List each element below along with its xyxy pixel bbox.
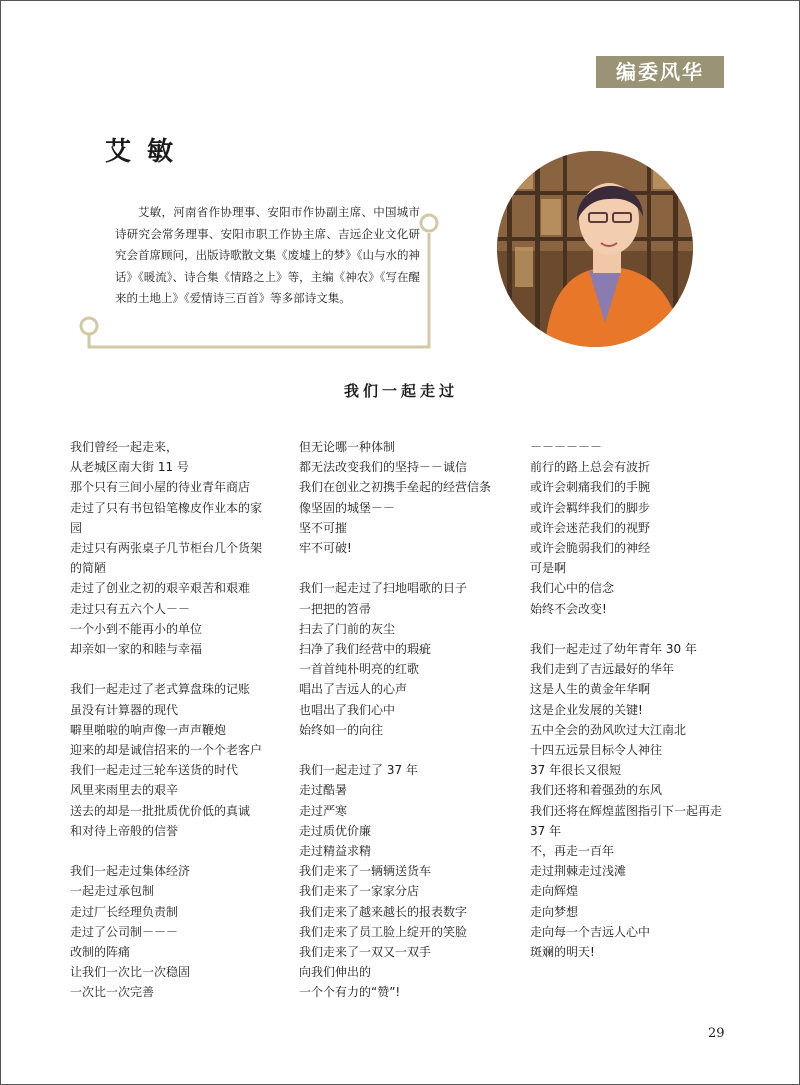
poem-line: 虽没有计算器的现代	[70, 702, 179, 717]
poem-line: 走过质优价廉	[299, 823, 372, 838]
poem-line: 也唱出了我们心中	[299, 702, 396, 717]
poem-line: 我们一起走过了老式算盘珠的记账	[70, 682, 251, 697]
poem-line: 一把把的笤帚	[299, 601, 372, 616]
poem-line: 或许会脆弱我们的神经	[530, 541, 651, 556]
poem-line: 走向梦想	[530, 904, 579, 919]
stanza-break	[299, 558, 521, 578]
poem-line: 都无法改变我们的坚持－－诚信	[299, 460, 468, 475]
poem-line: 我们一起走过了 37 年	[299, 763, 418, 778]
poem-line: 一首首纯朴明亮的红歌	[299, 662, 420, 677]
stanza-break	[530, 619, 748, 639]
poem-line: 像坚固的城堡－－	[299, 500, 396, 515]
poem-line: 一次比一次完善	[70, 985, 155, 1000]
poem-line: 风里来雨里去的艰辛	[70, 783, 179, 798]
poem-line: 那个只有三间小屋的待业青年商店	[70, 480, 251, 495]
poem-line: 我们曾经一起走来，	[70, 440, 179, 454]
poem-line: 一个小到不能再小的单位	[70, 621, 203, 636]
poem-line: 始终不会改变!	[530, 601, 607, 616]
poem-line: 走过了创业之初的艰辛艰苦和艰难	[70, 581, 251, 596]
poem-line: 走过只有五六个人－－	[70, 601, 191, 616]
poem-line: 五中全会的劲风吹过大江南北	[530, 722, 687, 737]
poem-line: 前行的路上总会有波折	[530, 460, 651, 475]
poem-line: 牢不可破!	[299, 541, 352, 556]
poem-line: 斑斓的明天!	[530, 945, 595, 960]
poem-line: 我们走来了一辆辆送货车	[299, 864, 432, 879]
stanza-break	[70, 841, 290, 861]
poem-column-1	[70, 437, 290, 1003]
poem-line: 迎来的却是诚信招来的一个个老客户	[70, 743, 263, 758]
poem-line: 十四五远景目标令人神往	[530, 743, 663, 758]
poem-title: 我们一起走过	[343, 382, 458, 400]
poem-line: 走过荆棘走过浅滩	[530, 864, 627, 879]
poem-line: 坚不可摧	[299, 520, 348, 535]
poem-line: 我们还将和着强劲的东风	[530, 783, 663, 798]
poem-line: 走向每一个吉远人心中	[530, 924, 651, 939]
poem-line: 37 年	[530, 823, 562, 838]
poem-line: 从老城区南大街 11 号	[70, 460, 189, 475]
poem-line: 这是企业发展的关键!	[530, 702, 643, 717]
poem-line: 我们走来了越来越长的报表数字	[299, 904, 468, 919]
poem-line: 不，再走一百年	[530, 844, 615, 859]
poem-line: 我们还将在辉煌蓝图指引下一起再走	[530, 803, 723, 818]
poem-line: 或许会羁绊我们的脚步	[530, 500, 651, 515]
poem-line: 或许会刺痛我们的手腕	[530, 480, 651, 495]
poem-line: 和对待上帝般的信誉	[70, 823, 179, 838]
poem-line: 唱出了吉远人的心声	[299, 682, 408, 697]
poem-line: 我们走来了员工脸上绽开的笑脸	[299, 924, 468, 939]
stanza-break	[70, 659, 290, 679]
poem-line: 走向辉煌	[530, 884, 579, 899]
poem-line: 走过了公司制－－－	[70, 924, 179, 939]
poem-line: 我们走来了一双又一双手	[299, 945, 432, 960]
poem-line: 改制的阵痛	[70, 945, 131, 960]
poem-line: 我们一起走过三轮车送货的时代	[70, 763, 239, 778]
poem-line: 37 年很长又很短	[530, 763, 622, 778]
poem-line: 始终如一的向往	[299, 722, 384, 737]
poem-line: 我们一起走过了幼年青年 30 年	[530, 642, 697, 657]
poem-column-3	[530, 437, 748, 962]
poem-line: 扫净了我们经营中的瑕疵	[299, 642, 432, 657]
author-portrait	[497, 151, 693, 347]
stanza-break	[299, 740, 521, 760]
poem-line: 我们心中的信念	[530, 581, 615, 596]
page-number: 29	[708, 1026, 725, 1041]
poem-line: 一起走过承包制	[70, 884, 155, 899]
poem-line: 噼里啪啦的响声像一声声鞭炮	[70, 722, 227, 737]
poem-line: 我们走来了一家家分店	[299, 884, 420, 899]
poem-line: 走过精益求精	[299, 844, 372, 859]
poem-line: 这是人生的黄金年华啊	[530, 682, 651, 697]
author-bio: 艾敏，河南省作协理事、安阳市作协副主席、中国城市诗研究会常务理事、安阳市职工作协主席、吉远企业文化研究会首席顾问，出版诗歌散文集《废墟上的梦》《山与水的神话》《暖流》、诗合集《情路之上》等，主编《神农》《写在醒来的土地上》《爱情诗三百首》等多部诗文集。	[115, 205, 420, 305]
poem-line: 我们走到了吉远最好的华年	[530, 662, 675, 677]
poem-line: 可是啊	[530, 561, 567, 576]
poem-line: 走过厂长经理负责制	[70, 904, 179, 919]
poem-line: －－－－－－	[530, 440, 603, 454]
poem-line: 园	[70, 520, 83, 535]
poem-line: 走过严寒	[299, 803, 348, 818]
poem-line: 送去的却是一批批质优价低的真诚	[70, 803, 251, 818]
poem-column-2	[299, 437, 521, 1003]
poem-line: 或许会迷茫我们的视野	[530, 520, 651, 535]
poem-line: 一个个有力的“赞”!	[299, 985, 401, 1000]
poem-line: 但无论哪一种体制	[299, 440, 396, 454]
poem-line: 走过了只有书包铅笔橡皮作业本的家	[70, 500, 263, 515]
author-name: 艾敏	[105, 137, 190, 167]
poem-line: 的简陋	[70, 561, 107, 576]
poem-line: 让我们一次比一次稳固	[70, 965, 191, 980]
poem-line: 向我们伸出的	[299, 965, 372, 980]
section-tag: 编委风华	[596, 56, 724, 88]
poem-line: 我们一起走过了扫地唱歌的日子	[299, 581, 468, 596]
poem-line: 走过只有两张桌子几节柜台几个货架	[70, 541, 263, 556]
poem-line: 走过酷暑	[299, 783, 348, 798]
poem-line: 我们在创业之初携手垒起的经营信条	[299, 480, 492, 495]
poem-line: 却亲如一家的和睦与幸福	[70, 642, 203, 657]
poem-line: 扫去了门前的灰尘	[299, 621, 396, 636]
poem-line: 我们一起走过集体经济	[70, 864, 191, 879]
